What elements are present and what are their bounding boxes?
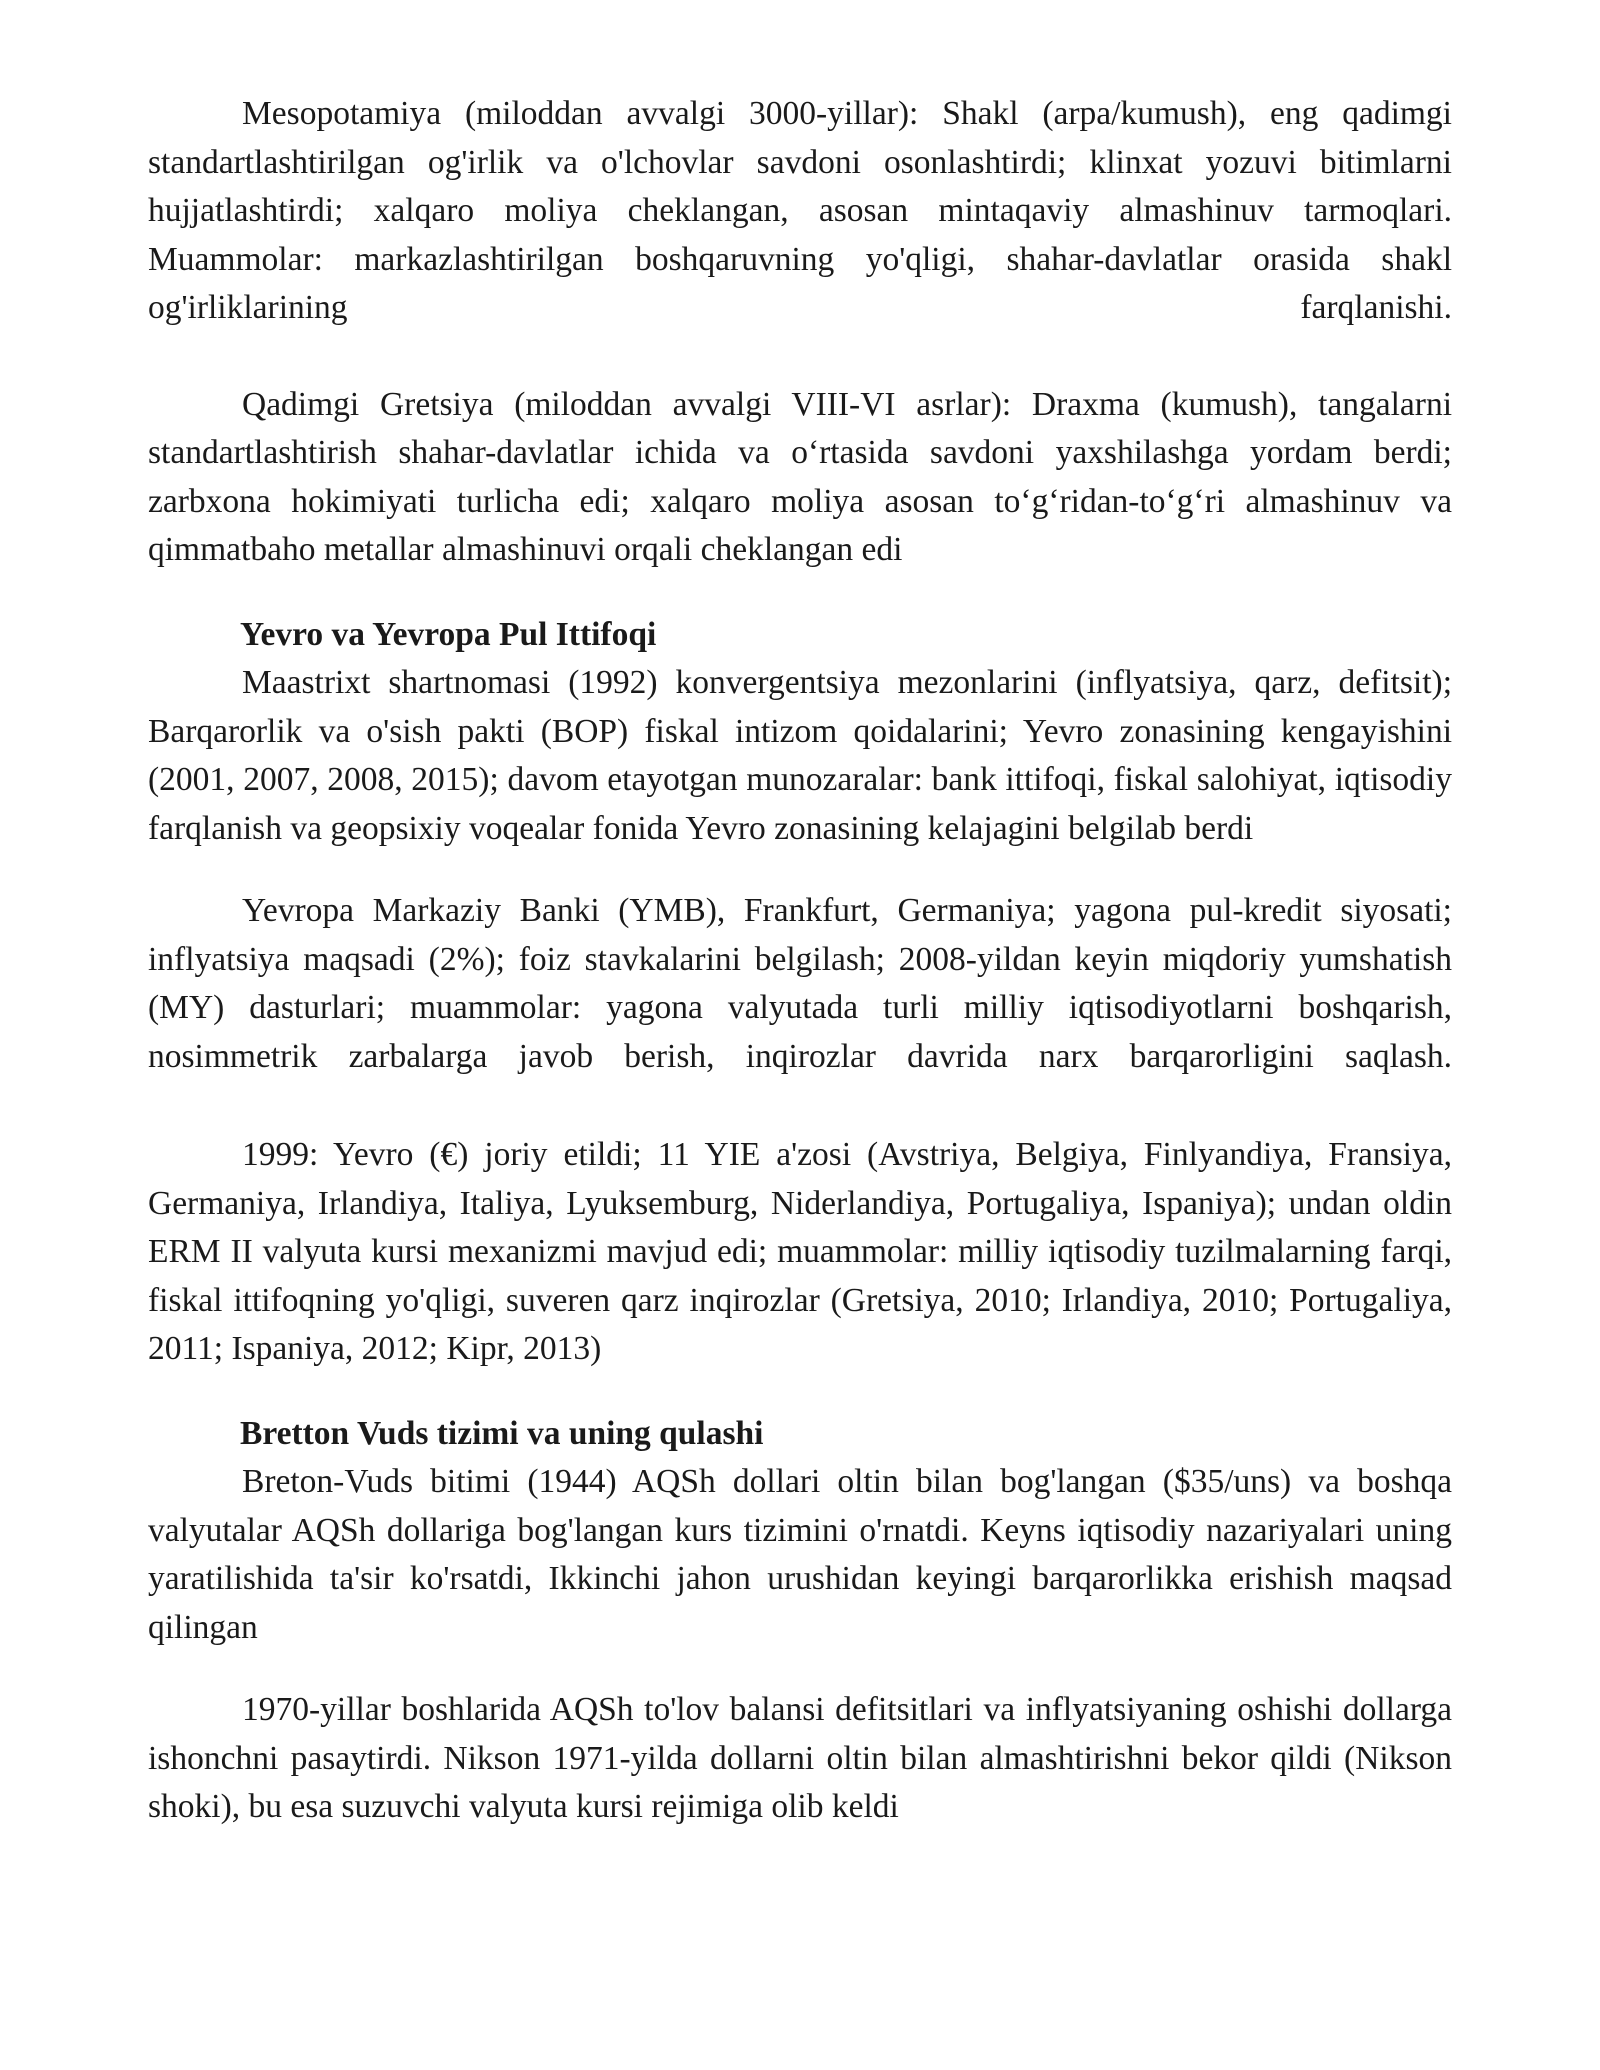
paragraph-nixon-shock: 1970-yillar boshlarida AQSh to'lov balansi defitsitlari va inflyatsiyaning oshishi dollarga ishonchni pasaytirdi. Nikson 1971-yilda dollarni oltin bilan almashtirishni bekor qildi (Nikson shoki), bu esa suzuvchi valyuta kursi rejimiga olib keldi (148, 1691, 1452, 1825)
paragraph-mesopotamia: Mesopotamiya (miloddan avvalgi 3000-yillar): Shakl (arpa/kumush), eng qadimgi standartlashtirilgan og'irlik va o'lchovlar savdoni osonlashtirdi; klinxat yozuvi bitimlarni hujjatlashtirdi; xalqaro moliya cheklangan, asosan mintaqaviy almashinuv tarmoqlari. Muammolar: markazlashtirilgan boshqaruvning yo'qligi, shahar-davlatlar orasida shakl og'irliklarining farqlanishi. (148, 95, 1452, 326)
paragraph-maastricht: Maastrixt shartnomasi (1992) konvergentsiya mezonlarini (inflyatsiya, qarz, defitsit); Barqarorlik va o'sish pakti (BOP) fiskal intizom qoidalarini; Yevro zonasining kengayishini (2001, 2007, 2008, 2015); davom etayotgan munozaralar: bank ittifoqi, fiskal salohiyat, iqtisodiy farqlanish va geopsixiy voqealar fonida Yevro zonasining kelajagini belgilab berdi (148, 664, 1452, 847)
paragraph-ecb: Yevropa Markaziy Banki (YMB), Frankfurt, Germaniya; yagona pul-kredit siyosati; inflyatsiya maqsadi (2%); foiz stavkalarini belgilash; 2008-yildan keyin miqdoriy yumshatish (MY) dasturlari; muammolar: yagona valyutada turli milliy iqtisodiyotlarni boshqarish, nosimmetrik zarbalarga javob berish, inqirozlar davrida narx barqarorligini saqlash. (148, 892, 1452, 1075)
document-page (148, 90, 1452, 1832)
heading-euro-monetary-union: Yevro va Yevropa Pul Ittifoqi (240, 615, 657, 653)
paragraph-bretton-woods-agreement: Breton-Vuds bitimi (1944) AQSh dollari oltin bilan bog'langan ($35/uns) va boshqa valyutalar AQSh dollariga bog'langan kurs tizimini o'rnatdi. Keyns iqtisodiy nazariyalari uning yaratilishida ta'sir ko'rsatdi, Ikkinchi jahon urushidan keyingi barqarorlikka erishish maqsad qilingan (148, 1463, 1452, 1646)
heading-bretton-woods: Bretton Vuds tizimi va uning qulashi (240, 1414, 764, 1452)
paragraph-euro-1999: 1999: Yevro (€) joriy etildi; 11 YIE a'zosi (Avstriya, Belgiya, Finlyandiya, Fransiya, Germaniya, Irlandiya, Italiya, Lyuksemburg, Niderlandiya, Portugaliya, Ispaniya); undan oldin ERM II valyuta kursi mexanizmi mavjud edi; muammolar: milliy iqtisodiy tuzilmalarning farqi, fiskal ittifoqning yo'qligi, suveren qarz inqirozlar (Gretsiya, 2010; Irlandiya, 2010; Portugaliya, 2011; Ispaniya, 2012; Kipr, 2013) (148, 1136, 1452, 1367)
paragraph-ancient-greece: Qadimgi Gretsiya (miloddan avvalgi VIII-VI asrlar): Draxma (kumush), tangalarni standartlashtirish shahar-davlatlar ichida va o‘rtasida savdoni yaxshilashga yordam berdi; zarbxona hokimiyati turlicha edi; xalqaro moliya asosan to‘g‘ridan-to‘g‘ri almashinuv va qimmatbaho metallar almashinuvi orqali cheklangan edi (148, 385, 1452, 568)
